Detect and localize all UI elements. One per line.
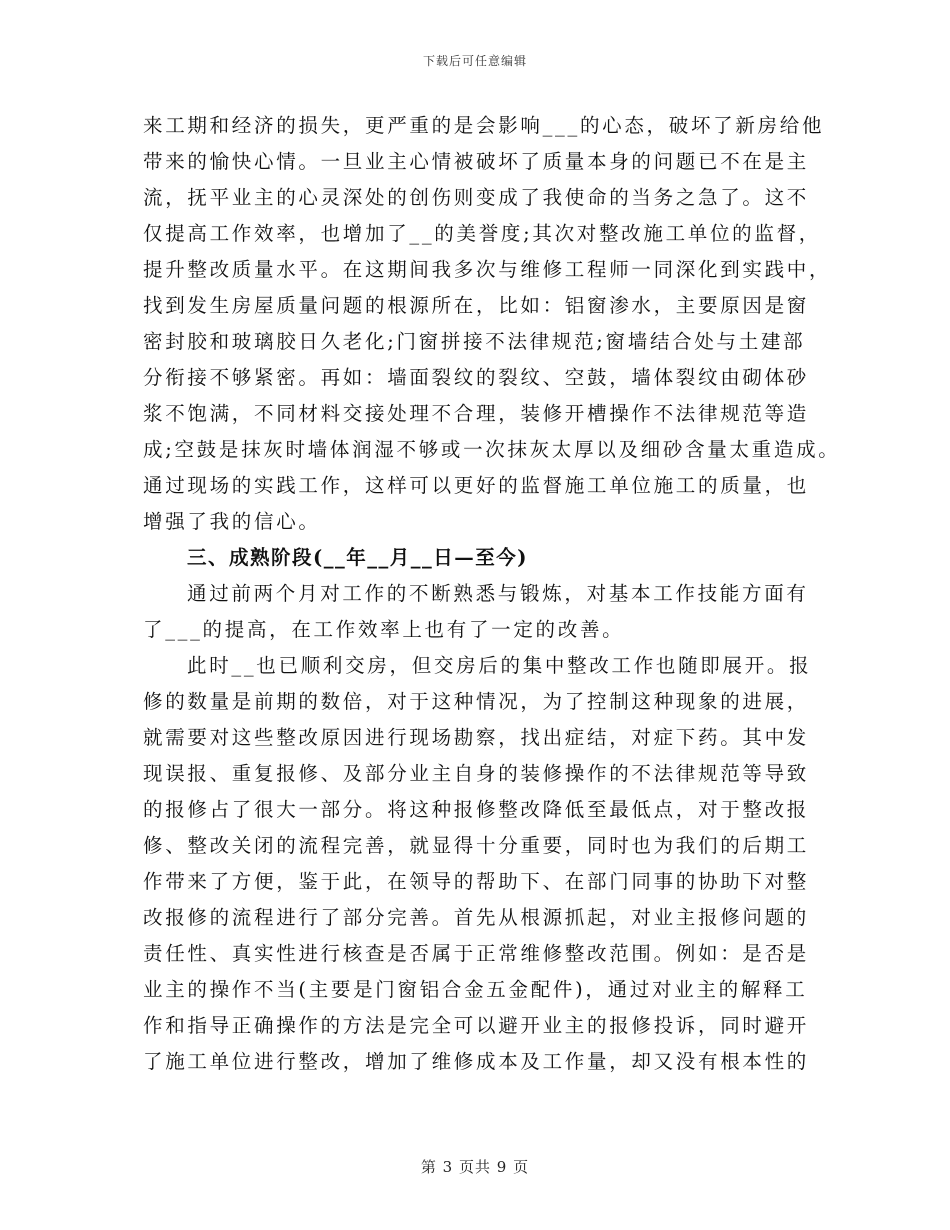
text-line: 责任性、真实性进行核查是否属于正常维修整改范围。例如：是否是 bbox=[143, 942, 810, 965]
text-line: 作带来了方便，鉴于此，在领导的帮助下、在部门同事的协助下对整 bbox=[143, 870, 810, 893]
text-line: 此时__也已顺利交房，但交房后的集中整改工作也随即展开。报 bbox=[187, 654, 812, 677]
text-line: 业主的操作不当(主要是门窗铝合金五金配件)，通过对业主的解释工 bbox=[143, 978, 808, 1001]
text-line: 成;空鼓是抹灰时墙体润湿不够或一次抹灰太厚以及细砂含量太重造成。 bbox=[143, 438, 841, 461]
text-line: 提升整改质量水平。在这期间我多次与维修工程师一同深化到实践中， bbox=[143, 258, 832, 281]
text-line: 增强了我的信心。 bbox=[143, 510, 321, 533]
text-line: 来工期和经济的损失，更严重的是会影响___的心态，破坏了新房给他 bbox=[143, 114, 825, 137]
text-line: 作和指导正确操作的方法是完全可以避开业主的报修投诉，同时避开 bbox=[143, 1014, 810, 1037]
text-line: 浆不饱满，不同材料交接处理不合理，装修开槽操作不法律规范等造 bbox=[143, 402, 810, 425]
text-line: 的报修占了很大一部分。将这种报修整改降低至最低点，对于整改报 bbox=[143, 798, 810, 821]
text-line: 流，抚平业主的心灵深处的创伤则变成了我使命的当务之急了。这不 bbox=[143, 186, 810, 209]
text-line: 带来的愉快心情。一旦业主心情被破坏了质量本身的问题已不在是主 bbox=[143, 150, 810, 173]
text-line: 修、整改关闭的流程完善，就显得十分重要，同时也为我们的后期工 bbox=[143, 834, 810, 857]
text-line: 就需要对这些整改原因进行现场勘察，找出症结，对症下药。其中发 bbox=[143, 726, 810, 749]
text-line: 通过现场的实践工作，这样可以更好的监督施工单位施工的质量，也 bbox=[143, 474, 810, 497]
text-line: 了___的提高，在工作效率上也有了一定的改善。 bbox=[143, 618, 625, 641]
text-line: 了施工单位进行整改，增加了维修成本及工作量，却又没有根本性的 bbox=[143, 1050, 810, 1073]
text-line: 通过前两个月对工作的不断熟悉与锻炼，对基本工作技能方面有 bbox=[187, 582, 809, 605]
page-number-footer: 第 3 页共 9 页 bbox=[420, 1158, 530, 1176]
document-body bbox=[143, 108, 841, 1080]
text-line: 现误报、重复报修、及部分业主自身的装修操作的不法律规范等导致 bbox=[143, 762, 810, 785]
text-line: 密封胶和玻璃胶日久老化;门窗拼接不法律规范;窗墙结合处与土建部 bbox=[143, 330, 806, 353]
text-line: 改报修的流程进行了部分完善。首先从根源抓起，对业主报修问题的 bbox=[143, 906, 810, 929]
text-line: 仅提高工作效率，也增加了__的美誉度;其次对整改施工单位的监督， bbox=[143, 222, 821, 245]
text-line: 修的数量是前期的数倍，对于这种情况，为了控制这种现象的进展， bbox=[143, 690, 810, 713]
text-line: 找到发生房屋质量问题的根源所在，比如：铝窗渗水，主要原因是窗 bbox=[143, 294, 810, 317]
text-line: 分衔接不够紧密。再如：墙面裂纹的裂纹、空鼓，墙体裂纹由砌体砂 bbox=[143, 366, 810, 389]
page-header: 下载后可任意编辑 bbox=[422, 54, 527, 68]
section-heading: 三、成熟阶段(__年__月__日—至今) bbox=[187, 546, 528, 569]
